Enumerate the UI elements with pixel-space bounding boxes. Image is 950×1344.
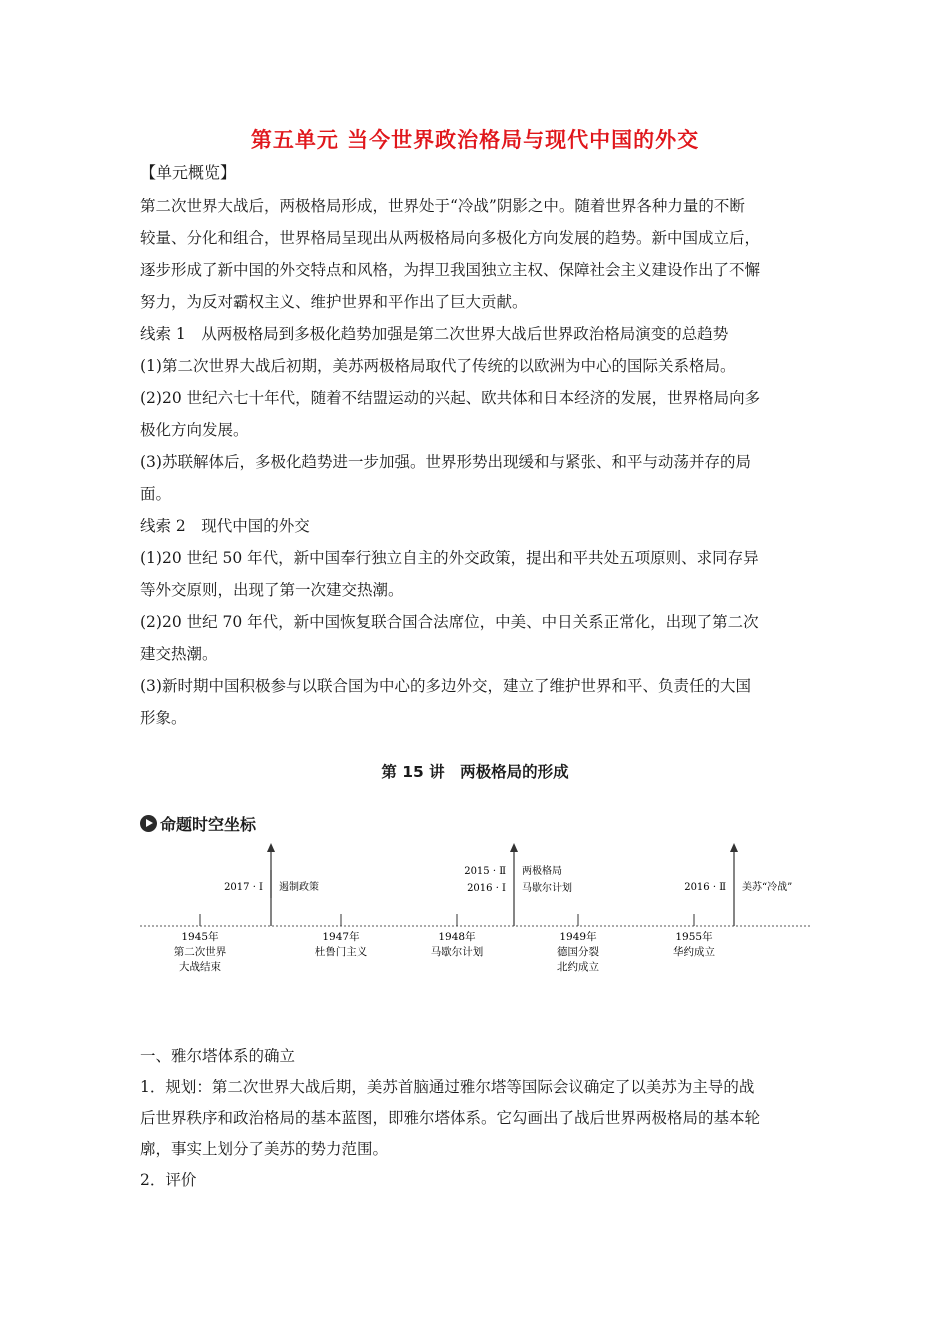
event-year: 1947年 — [322, 931, 360, 943]
play-icon — [140, 815, 157, 832]
timeline-event-1955 — [673, 914, 715, 958]
timeline-heading — [140, 812, 256, 835]
overview-line: 第二次世界大战后，两极格局形成，世界处于“冷战”阴影之中。随着世界各种力量的不断 — [140, 197, 745, 215]
overview-line: 较量、分化和组合，世界格局呈现出从两极格局向多极化方向发展的趋势。新中国成立后， — [140, 229, 761, 247]
event-label: 华约成立 — [673, 946, 715, 958]
event-label: 北约成立 — [557, 961, 599, 973]
section-heading: 一、雅尔塔体系的确立 — [140, 1047, 296, 1065]
exam-marker-1 — [224, 843, 319, 926]
section-line: 2．评价 — [140, 1171, 197, 1189]
clue2-line: 建交热潮。 — [140, 645, 218, 663]
clue1-title: 线索 1 从两极格局到多极化趋势加强是第二次世界大战后世界政治格局演变的总趋势 — [140, 325, 729, 343]
clue1-line: 面。 — [140, 485, 172, 503]
clue1-line: (3)苏联解体后，多极化趋势进一步加强。世界形势出现缓和与紧张、和平与动荡并存的局 — [140, 453, 751, 471]
event-year: 1945年 — [181, 931, 219, 943]
event-label: 第二次世界 — [173, 946, 227, 958]
unit-title: 第五单元 当今世界政治格局与现代中国的外交 — [250, 128, 700, 152]
clue2-line: (3)新时期中国积极参与以联合国为中心的多边外交，建立了维护世界和平、负责任的大国 — [140, 677, 751, 695]
exam-paper: 2015 · Ⅱ — [464, 866, 506, 877]
event-year: 1949年 — [559, 931, 597, 943]
clue2-line: (2)20 世纪 70 年代，新中国恢复联合国合法席位，中美、中日关系正常化，出现了第二次 — [140, 613, 759, 631]
event-label: 马歇尔计划 — [430, 946, 484, 958]
overview-heading: 【单元概览】 — [140, 163, 237, 182]
overview-line: 逐步形成了新中国的外交特点和风格，为捍卫我国独立主权、保障社会主义建设作出了不懈 — [140, 261, 761, 279]
timeline-event-1947 — [315, 914, 368, 958]
exam-topic: 马歇尔计划 — [522, 883, 572, 894]
section-line: 1．规划：第二次世界大战后期，美苏首脑通过雅尔塔等国际会议确定了以美苏为主导的战 — [140, 1078, 755, 1096]
clue1-line: 极化方向发展。 — [140, 421, 249, 439]
exam-paper: 2016 · Ⅰ — [467, 883, 506, 894]
timeline-event-1945 — [174, 914, 227, 973]
event-year: 1955年 — [675, 931, 713, 943]
timeline-event-1949 — [557, 914, 599, 973]
clue2-line: 等外交原则，出现了第一次建交热潮。 — [140, 581, 404, 599]
section-line: 后世界秩序和政治格局的基本蓝图，即雅尔塔体系。它勾画出了战后世界两极格局的基本轮 — [140, 1109, 761, 1127]
event-label: 德国分裂 — [557, 946, 599, 958]
exam-topic: 遏制政策 — [279, 882, 319, 893]
exam-paper: 2017 · Ⅰ — [224, 882, 263, 893]
clue2-title: 线索 2 现代中国的外交 — [140, 517, 310, 535]
event-label: 杜鲁门主义 — [314, 946, 368, 958]
exam-marker-3 — [684, 843, 792, 926]
event-year: 1948年 — [438, 931, 476, 943]
event-label: 大战结束 — [179, 961, 221, 973]
timeline-diagram — [0, 840, 950, 980]
exam-topic: 两极格局 — [522, 866, 562, 877]
exam-paper: 2016 · Ⅱ — [684, 882, 726, 893]
lecture-title: 第 15 讲 两极格局的形成 — [381, 763, 569, 781]
timeline-heading-text: 命题时空坐标 — [160, 815, 257, 834]
clue2-line: 形象。 — [140, 709, 187, 727]
clue2-line: (1)20 世纪 50 年代，新中国奉行独立自主的外交政策，提出和平共处五项原则、求同存异 — [140, 549, 759, 567]
clue1-line: (1)第二次世界大战后初期，美苏两极格局取代了传统的以欧洲为中心的国际关系格局。 — [140, 357, 736, 375]
section-line: 廓，事实上划分了美苏的势力范围。 — [140, 1140, 389, 1158]
overview-line: 努力，为反对霸权主义、维护世界和平作出了巨大贡献。 — [140, 293, 528, 311]
clue1-line: (2)20 世纪六七十年代，随着不结盟运动的兴起、欧共体和日本经济的发展，世界格局向多 — [140, 389, 761, 407]
timeline-event-1948 — [431, 914, 484, 958]
exam-marker-2 — [464, 843, 572, 926]
exam-topic: 美苏“冷战” — [742, 882, 793, 893]
